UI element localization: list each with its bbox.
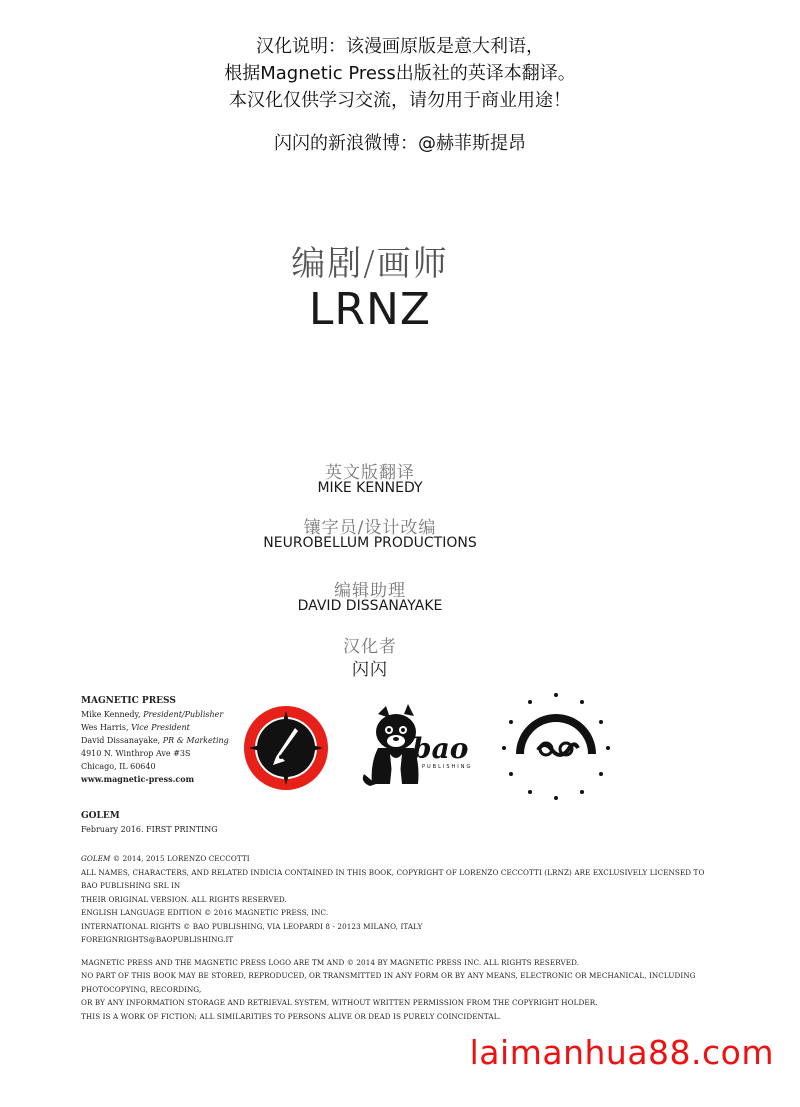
legal-copyright-rest: © 2014, 2015 LORENZO CECCOTTI <box>110 854 250 863</box>
printing-info: February 2016. FIRST PRINTING <box>81 825 218 834</box>
staff3-role: PR & Marketing <box>162 736 229 745</box>
book-info <box>81 810 218 836</box>
legal-line-7: MAGNETIC PRESS AND THE MAGNETIC PRESS LOGO ARE TM AND © 2014 BY MAGNETIC PRESS INC. ALL RIGHTS RESERVED. <box>81 957 580 967</box>
weibo-line: 闪闪的新浪微博：@赫菲斯提昂 <box>274 133 526 154</box>
staff-line-1 <box>81 708 229 721</box>
translation-note-line2: 根据Magnetic Press出版社的英译本翻译。 <box>224 63 576 84</box>
legal-copyright-title: GOLEM <box>81 854 111 863</box>
legal-line-10: THIS IS A WORK OF FICTION; ALL SIMILARITIES TO PERSONS ALIVE OR DEAD IS PURELY COINCIDENTAL. <box>81 1011 501 1021</box>
staff2-role: Vice President <box>131 723 190 732</box>
site-watermark: laimanhua88.com <box>469 1033 774 1072</box>
writer-artist-label: 编剧/画师 <box>291 244 449 284</box>
legal-block <box>81 852 721 1023</box>
scanlator-label: 汉化者 <box>343 637 397 657</box>
legal-line-4: ENGLISH LANGUAGE EDITION © 2016 MAGNETIC PRESS, INC. <box>81 908 329 917</box>
staff1-role: President/Publisher <box>143 710 224 719</box>
address-line-2: Chicago, IL 60640 <box>81 762 156 771</box>
legal-copyright <box>81 852 721 866</box>
legal-line-9: OR BY ANY INFORMATION STORAGE AND RETRIEVAL SYSTEM, WITHOUT WRITTEN PERMISSION FROM THE COPYRIGHT HOLDER. <box>81 998 598 1007</box>
staff1-name: Mike Kennedy, <box>81 710 144 719</box>
editor-assistant-label: 编辑助理 <box>334 581 406 601</box>
translator-label: 英文版翻译 <box>325 463 415 483</box>
pen-nib-compass-icon <box>243 705 329 791</box>
letterer-label: 镶字员/设计改编 <box>303 518 437 538</box>
star-ring-icon <box>500 690 612 802</box>
address-line-1: 4910 N. Winthrop Ave #3S <box>81 749 191 758</box>
publisher-website: www.magnetic-press.com <box>81 774 195 784</box>
legal-line-3: THEIR ORIGINAL VERSION. ALL RIGHTS RESERVED. <box>81 894 287 904</box>
publisher-block <box>81 695 229 786</box>
bao-publishing-logo <box>356 704 476 794</box>
legal-line-2: ALL NAMES, CHARACTERS, AND RELATED INDICIA CONTAINED IN THIS BOOK, COPYRIGHT OF LORENZO CECCOTTI (LRNZ) ARE EXCLUSIVELY LICENSED TO BAO PUBLISHING SRL IN <box>81 867 705 890</box>
book-title: GOLEM <box>81 811 120 821</box>
translation-note-line3: 本汉化仅供学习交流，请勿用于商业用途！ <box>229 90 571 111</box>
staff-line-2 <box>81 721 229 734</box>
staff-line-3 <box>81 734 229 747</box>
staff2-name: Wes Harris, <box>81 723 132 732</box>
magnetic-press-logo <box>243 705 329 791</box>
letterer-name: NEUROBELLUM PRODUCTIONS <box>263 535 477 551</box>
legal-line-5: INTERNATIONAL RIGHTS © BAO PUBLISHING, VIA LEOPARDI 8 - 20123 MILANO, ITALY <box>81 921 423 931</box>
star-ring-logo <box>500 690 612 802</box>
staff3-name: David Dissanayake, <box>81 736 163 745</box>
legal-line-8: NO PART OF THIS BOOK MAY BE STORED, REPRODUCED, OR TRANSMITTED IN ANY FORM OR BY ANY MEANS, ELECTRONIC OR MECHANICAL, INCLUDING PHOTOCOPYING, RECORDING, <box>81 971 696 994</box>
translator-name: MIKE KENNEDY <box>317 480 423 496</box>
editor-assistant-name: DAVID DISSANAYAKE <box>297 598 443 614</box>
bao-word: bao <box>412 732 469 765</box>
bao-sub: PUBLISHING <box>422 764 473 770</box>
legal-line-6: FOREIGNRIGHTS@BAOPUBLISHING.IT <box>81 935 234 944</box>
scanlator-name: 闪闪 <box>352 660 388 680</box>
translation-note-line1: 汉化说明：该漫画原版是意大利语， <box>256 36 544 57</box>
writer-artist-name: LRNZ <box>308 284 432 335</box>
publisher-name: MAGNETIC PRESS <box>81 696 176 706</box>
